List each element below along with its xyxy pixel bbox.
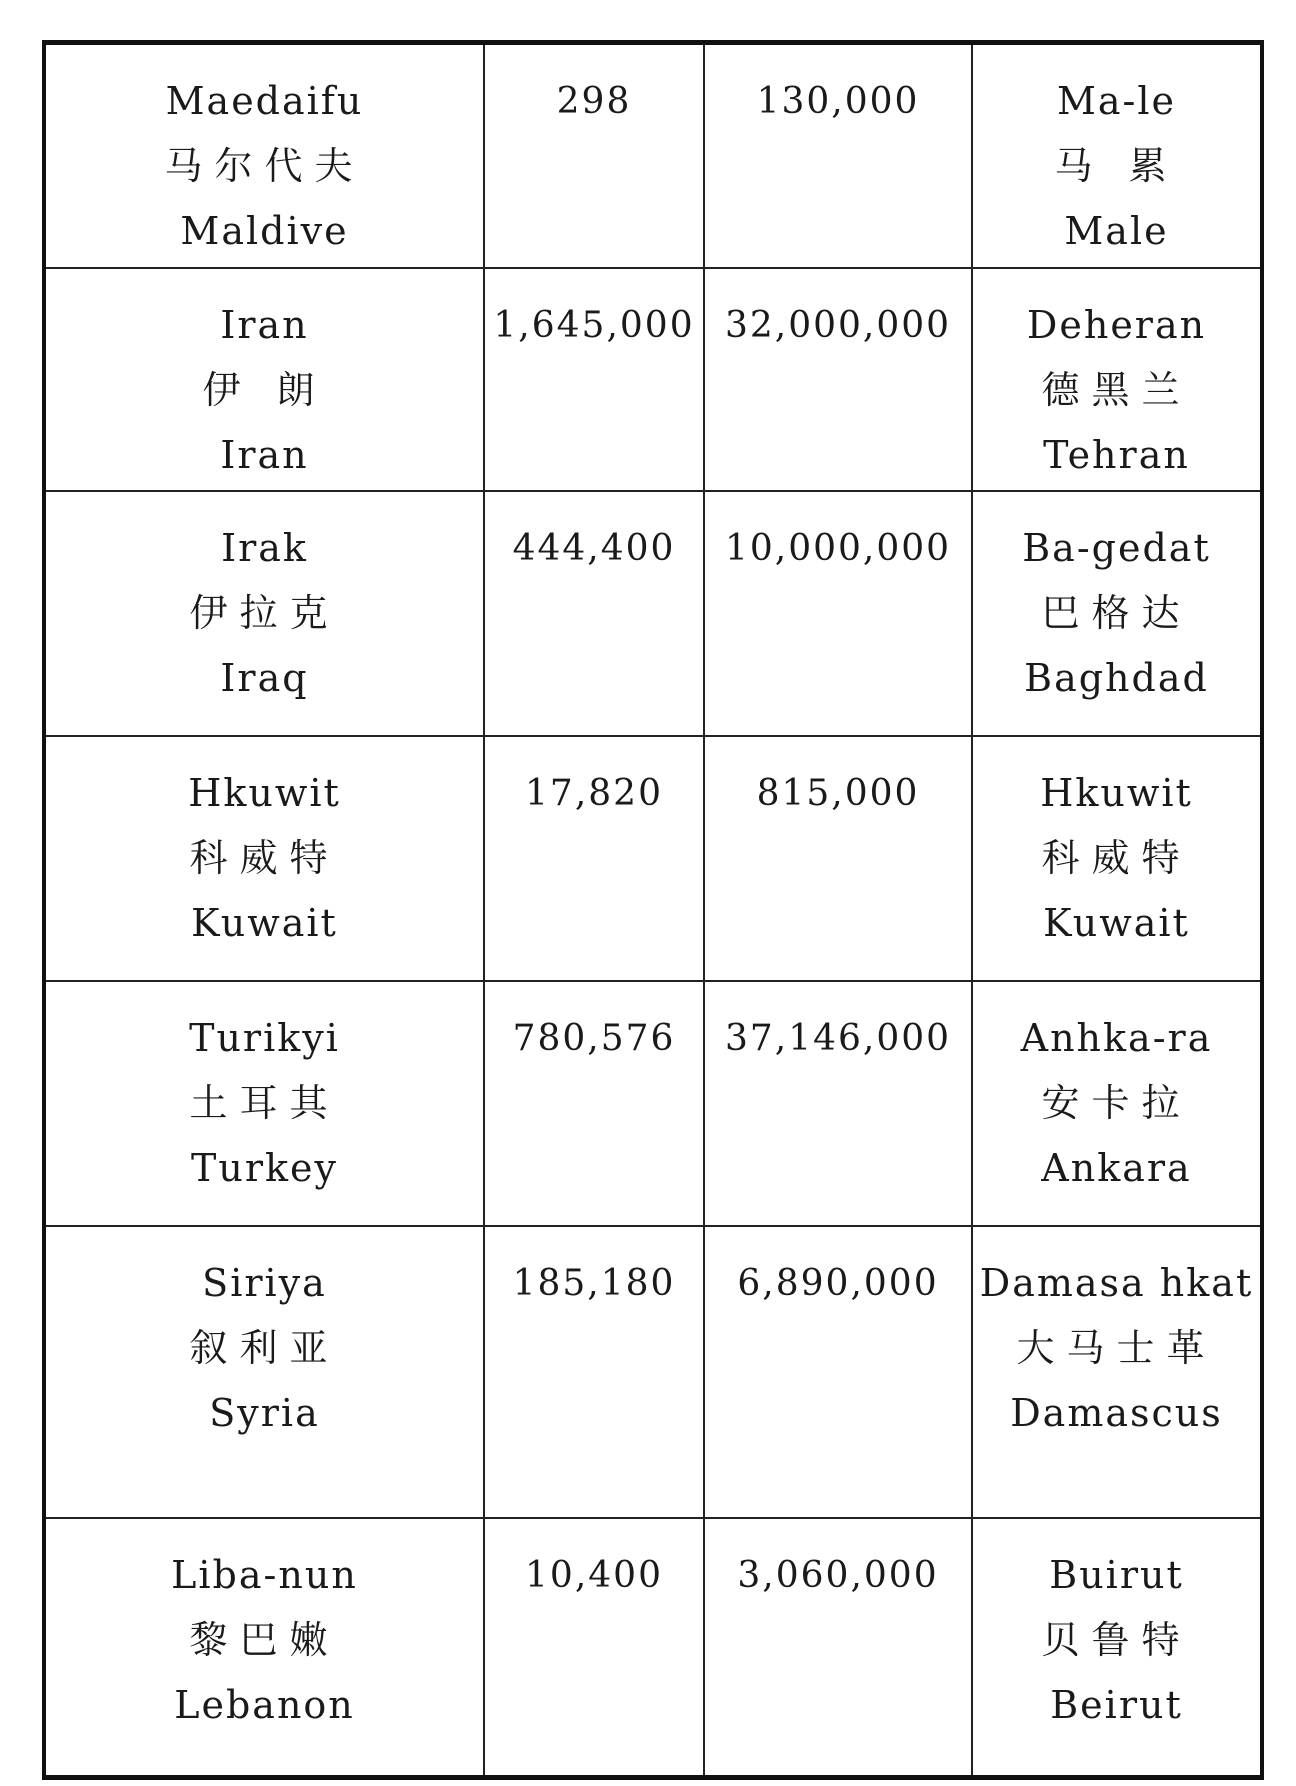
country-english: Maldive [180,209,349,253]
country-cell [44,1518,484,1778]
capital-cell [972,1518,1262,1778]
country-chinese: 伊拉克 [189,591,340,635]
country-english: Lebanon [174,1683,355,1727]
area-value: 444,400 [512,528,676,569]
capital-romanized: Ba-gedat [1022,526,1211,570]
capital-cell [972,1226,1262,1518]
table-row [44,43,1262,269]
area-cell [484,736,704,981]
country-english: Iraq [220,656,309,700]
capital-chinese: 巴格达 [1041,591,1192,635]
capital-romanized: Damasa hkat [979,1261,1254,1305]
area-cell [484,491,704,736]
country-romanized: Hkuwit [188,771,341,815]
capital-romanized: Anhka-ra [1020,1016,1213,1060]
population-cell [704,43,972,269]
table-row [44,1518,1262,1778]
country-chinese: 马尔代夫 [164,144,365,188]
capital-english: Baghdad [1024,656,1209,700]
country-cell [44,43,484,269]
country-cell [44,1226,484,1518]
capital-english: Beirut [1050,1683,1183,1727]
country-cell [44,736,484,981]
country-chinese: 叙利亚 [189,1326,340,1370]
capital-english: Damascus [1010,1391,1223,1435]
table-row [44,1226,1262,1518]
table-row [44,981,1262,1226]
area-cell [484,981,704,1226]
area-value: 298 [556,81,632,122]
population-value: 37,146,000 [724,1018,952,1059]
table-row [44,268,1262,491]
capital-cell [972,736,1262,981]
capital-english: Male [1064,209,1169,253]
capital-english: Tehran [1043,433,1190,477]
country-romanized: Maedaifu [165,79,364,123]
country-cell [44,981,484,1226]
capital-english: Ankara [1041,1146,1192,1190]
country-english: Turkey [191,1146,338,1190]
capital-cell [972,43,1262,269]
population-cell [704,1518,972,1778]
capital-chinese: 马 累 [1054,144,1179,188]
capital-romanized: Hkuwit [1040,771,1193,815]
population-value: 3,060,000 [737,1555,939,1596]
capital-chinese: 科威特 [1041,836,1192,880]
capital-cell [972,981,1262,1226]
area-cell [484,268,704,491]
capital-cell [972,268,1262,491]
area-value: 10,400 [525,1555,663,1596]
country-romanized: Irak [221,526,308,570]
country-romanized: Iran [220,303,309,347]
capital-chinese: 安卡拉 [1041,1081,1192,1125]
population-cell [704,736,972,981]
population-cell [704,1226,972,1518]
country-chinese: 伊 朗 [202,368,327,412]
country-romanized: Siriya [202,1261,327,1305]
population-value: 10,000,000 [724,528,952,569]
population-value: 815,000 [756,773,920,814]
country-english: Kuwait [191,901,338,945]
country-chinese: 科威特 [189,836,340,880]
area-cell [484,1518,704,1778]
capital-romanized: Buirut [1049,1553,1184,1597]
country-english: Syria [209,1391,320,1435]
capital-cell [972,491,1262,736]
country-chinese: 黎巴嫩 [189,1618,340,1662]
area-value: 780,576 [512,1018,676,1059]
area-cell [484,1226,704,1518]
population-cell [704,491,972,736]
country-table [42,40,1264,1780]
country-english: Iran [220,433,309,477]
country-chinese: 土耳其 [189,1081,340,1125]
table-row [44,736,1262,981]
capital-chinese: 贝鲁特 [1041,1618,1192,1662]
area-value: 185,180 [512,1263,676,1304]
country-cell [44,268,484,491]
country-romanized: Liba-nun [171,1553,358,1597]
population-value: 130,000 [756,81,920,122]
population-value: 32,000,000 [724,305,952,346]
population-cell [704,981,972,1226]
capital-chinese: 大马士革 [1016,1326,1217,1370]
capital-english: Kuwait [1043,901,1190,945]
table-row [44,491,1262,736]
country-cell [44,491,484,736]
area-cell [484,43,704,269]
capital-chinese: 德黑兰 [1041,368,1192,412]
population-cell [704,268,972,491]
area-value: 1,645,000 [493,305,695,346]
capital-romanized: Ma-le [1056,79,1177,123]
area-value: 17,820 [525,773,663,814]
capital-romanized: Deheran [1026,303,1207,347]
population-value: 6,890,000 [737,1263,939,1304]
country-romanized: Turikyi [189,1016,340,1060]
